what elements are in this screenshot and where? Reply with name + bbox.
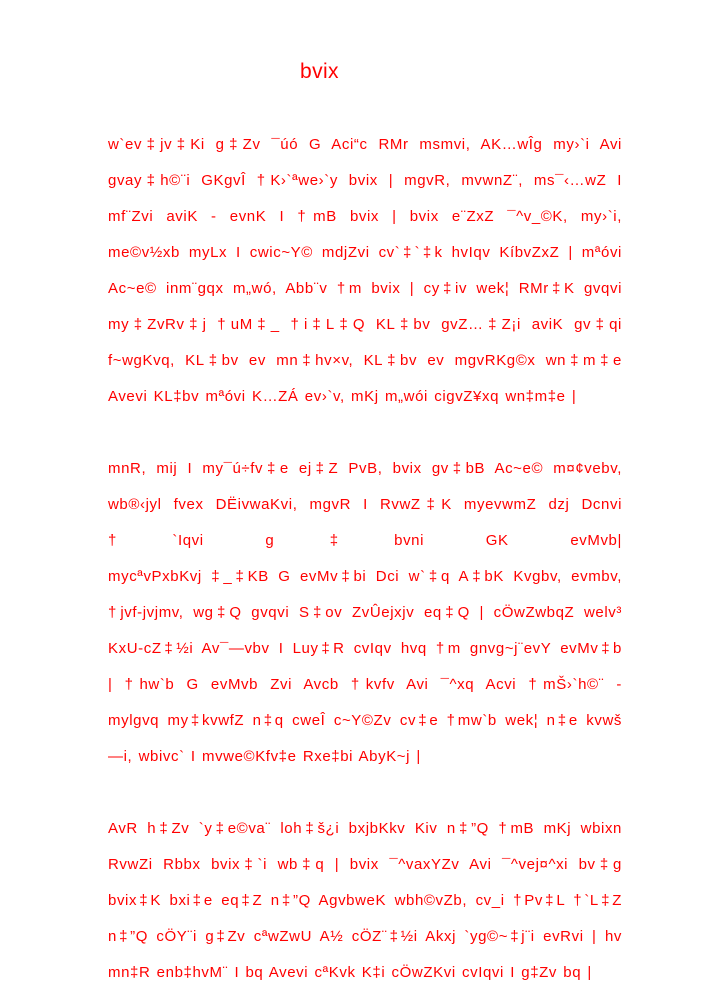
paragraph-line: Avevi KL‡bv mªóvi K…ZÁ ev›`v, mKj m„wói cigvZ¥xq wn‡m‡e | bbox=[108, 388, 577, 405]
paragraph-line: mylgvq my‡kvwfZ n‡q cweÎ c~Y©Zv cv‡e †mw`b wek¦ n‡e kvwš bbox=[108, 712, 622, 729]
paragraph-line: w`ev‡jv‡Ki g‡Zv ¯úó G Aci“c RMr msmvi, AK…wÎg my›`i Avi bbox=[108, 136, 622, 153]
paragraph bbox=[108, 451, 622, 775]
paragraph-line: me©v½xb myLx I cwic~Y© mdjZvi cv`‡`‡k hvIqv KíbvZxZ | mªóvi bbox=[108, 244, 622, 261]
paragraph-line: my‡ZvRv‡j †uM‡_ †i‡L‡Q KL‡bv gvZ…‡Z¡i aviK gv‡qi bbox=[108, 316, 622, 333]
paragraph-line: mnR, mij I my¯ú÷fv‡e ej‡Z PvB, bvix gv‡bB Ac~e© m¤¢vebv, bbox=[108, 460, 622, 477]
paragraph-line: mn‡R enb‡hvM¨ I bq Avevi cªKvk K‡i cÖwZKvi cvIqvi I g‡Zv bq | bbox=[108, 964, 592, 981]
paragraph-line: †`Iqvi g‡bvni GK evMvb| bbox=[108, 532, 622, 549]
paragraph-line: gvay‡h©¨i GKgvÎ †K›`ªwe›`y bvix | mgvR, mvwnZ¨, ms¯‹…wZ I bbox=[108, 172, 622, 189]
paragraph-line: | †hw`b G evMvb Zvi Avcb †kvfv Avi ¯^xq Acvi †mŠ›`h©¨ - bbox=[108, 676, 622, 693]
paragraph-line: n‡”Q cÖY¨i g‡Zv cªwZwU A½ cÖZ¨‡½i Akxj `yg©~‡j¨i evRvi | hv bbox=[108, 928, 622, 945]
document-title: bvix bbox=[300, 60, 339, 83]
paragraph bbox=[108, 127, 622, 415]
paragraph-line: mycªvPxbKvj ‡_‡KB G evMv‡bi Dci w`‡q A‡bK Kvgbv, evmbv, bbox=[108, 568, 622, 585]
paragraph-line: mf¨Zvi aviK - evnK I †mB bvix | bvix e¨ZxZ ¯^v_©K, my›`i, bbox=[108, 208, 622, 225]
paragraph bbox=[108, 811, 622, 991]
paragraph-line: bvix‡K bxi‡e eq‡Z n‡”Q AgvbweK wbh©vZb, cv_i †Pv‡L †`L‡Z bbox=[108, 892, 622, 909]
paragraph-line: wb®‹jyl fvex DËivwaKvi, mgvR I RvwZ‡K myevwmZ dzj Dcnvi bbox=[108, 496, 622, 513]
paragraph-line: RvwZi Rbbx bvix‡`i wb‡q | bvix ¯^vaxYZv Avi ¯^vej¤^xi bv‡g bbox=[108, 856, 622, 873]
paragraph-line: —i, wbivc` I mvwe©Kfv‡e Rxe‡bi AbyK~j | bbox=[108, 748, 421, 765]
paragraph-line: Ac~e© inm¨gqx m„wó, Abb¨v †m bvix | cy‡iv wek¦ RMr‡K gvqvi bbox=[108, 280, 622, 297]
paragraph-line: AvR h‡Zv `y‡e©va¨ loh‡š¿i bxjbKkv Kiv n‡”Q †mB mKj wbixn bbox=[108, 820, 622, 837]
paragraph-line: f~wgKvq, KL‡bv ev mn‡hv×v, KL‡bv ev mgvRKg©x wn‡m‡e bbox=[108, 352, 622, 369]
paragraph-line: KxU-cZ‡½i Av¯—vbv I Luy‡R cvIqv hvq †m gnvg~j¨evY evMv‡b bbox=[108, 640, 622, 657]
document-body bbox=[108, 127, 622, 991]
paragraph-line: †jvf-jvjmv, wg‡Q gvqvi S‡ov ZvÛejxjv eq‡Q | cÖwZwbqZ welv³ bbox=[108, 604, 622, 621]
